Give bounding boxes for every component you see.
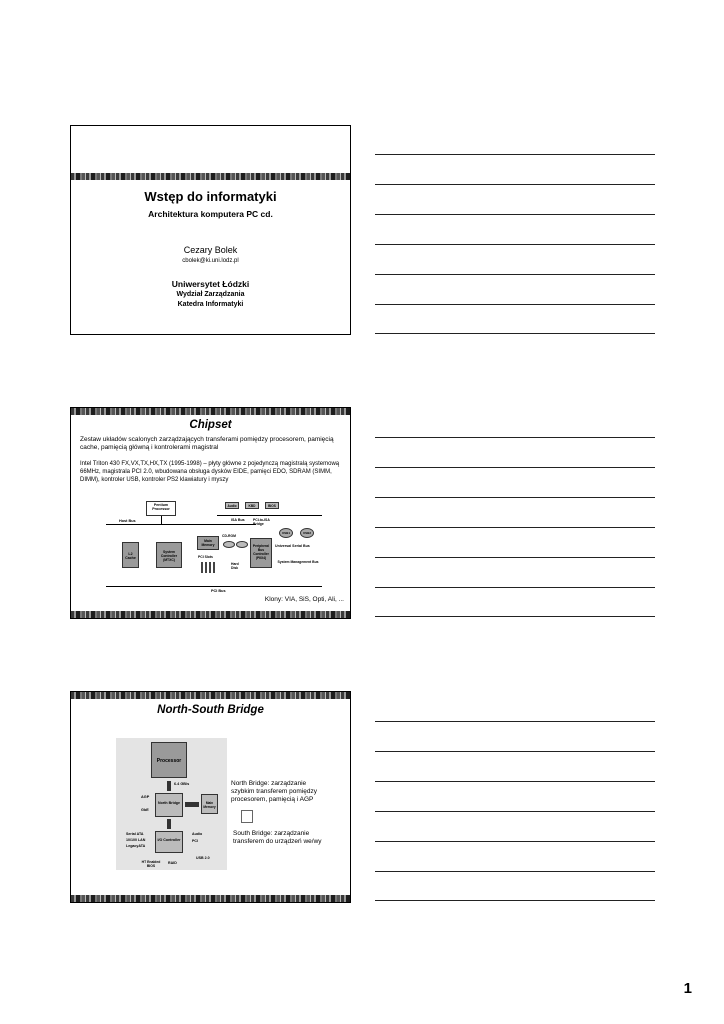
diagram-bandwidth: 6.4 GB/s — [174, 782, 190, 786]
diagram-north-bridge: North Bridge — [155, 793, 183, 817]
diagram-bios: BIOS — [265, 502, 279, 509]
diagram-pci-slots: PCI Slots — [198, 555, 213, 559]
slide-header-bar — [71, 692, 350, 699]
slide-heading: North-South Bridge — [157, 704, 264, 716]
diagram-system-controller: System Controller (MTXC) — [156, 542, 182, 568]
diagram-usb: USB 2.0 — [196, 856, 210, 860]
chipset-footer: Klony: VIA, SiS, Opti, Ali, ... — [264, 596, 344, 603]
diagram-pci-bus: PCI Bus — [211, 589, 226, 593]
diagram-lan: 10/100 LAN — [126, 838, 146, 842]
diagram-cdrom: CD-ROM — [222, 534, 236, 538]
slide-title — [70, 125, 351, 335]
north-bridge-text: North Bridge: zarządzanie szybkim transferem pomiędzy procesorem, pamięcią i AGP — [231, 780, 317, 803]
slide-header-bar — [71, 408, 350, 415]
author-name: Cezary Bolek — [183, 245, 238, 255]
diagram-usb1: USB1 — [279, 528, 293, 538]
diagram-peripheral-controller: Peripheral Bus Controller (PIIX4) — [250, 538, 272, 568]
bridge-diagram — [116, 738, 227, 870]
diagram-kbd: KBD — [245, 502, 259, 509]
chipset-diagram — [103, 498, 325, 596]
diagram-processor: Processor — [151, 742, 187, 778]
diagram-main-memory: Main Memory — [201, 794, 218, 814]
diagram-main-memory: Main Memory — [197, 536, 219, 550]
diagram-audio: Audio — [192, 832, 203, 836]
slide-chipset — [70, 407, 351, 619]
diagram-ht-bios: HT Enabled BIOS — [141, 860, 161, 868]
diagram-usb2: USB2 — [300, 528, 314, 538]
diagram-legacy-ata: LegacyATA — [126, 844, 146, 848]
diagram-audio: Audio — [225, 502, 239, 509]
diagram-io-controller: I/O Controller — [155, 831, 183, 853]
slide-subtitle: Architektura komputera PC cd. — [148, 209, 273, 219]
diagram-agp: AGP — [141, 795, 150, 799]
diagram-serial-ata: Serial ATA — [126, 832, 144, 836]
chipset-paragraph-1: Zestaw układów scalonych zarządzających transferami pomiędzy procesorem, pamięcią cache, pamięcią główną i kontrolerami magistral — [80, 436, 334, 451]
arrow-up-down-icon — [167, 819, 171, 829]
slide-header-bar — [71, 173, 350, 180]
slide-north-south-bridge — [70, 691, 351, 903]
chipset-paragraph-2: Intel Triton 430 FX,VX,TX,HX,TX (1995-1998) – płyty główne z pojedynczą magistralą systemową 66MHz, magistrala PCI 2.0, wbudowana obsługa dysków EIDE, pamięci EDO, SDRAM (SIMM, DIMM), kontroler USB, kontroler PS2 klawiatury i myszy — [80, 461, 340, 483]
diagram-gbe: GbE — [141, 808, 149, 812]
arrow-up-down-icon — [167, 781, 171, 791]
page-number: 1 — [683, 980, 692, 997]
south-bridge-text: South Bridge: zarządzanie transferem do urządzeń we/wy — [233, 830, 322, 845]
arrow-left-right-icon — [185, 802, 199, 807]
diagram-host-bus: Host Bus — [119, 519, 136, 523]
faculty-name: Wydział Zarządzania — [176, 291, 245, 298]
diagram-isa-bus: ISA Bus — [231, 518, 245, 522]
diagram-usb-bus: Universal Serial Bus — [275, 544, 310, 548]
author-email: cbolek@ki.uni.lodz.pl — [182, 258, 239, 264]
slide-footer-bar — [71, 611, 350, 618]
diagram-raid: RAID — [168, 861, 177, 865]
diagram-l2-cache: L2 Cache — [122, 542, 139, 568]
diagram-pci: PCI — [192, 839, 198, 843]
university-name: Uniwersytet Łódzki — [171, 279, 250, 289]
diagram-pci-slot-bars — [201, 562, 217, 573]
diagram-hard-disk: Hard Disk — [231, 562, 239, 570]
department-name: Katedra Informatyki — [177, 301, 244, 308]
slide-heading: Chipset — [189, 419, 232, 431]
slide-footer-bar — [71, 895, 350, 902]
diagram-pci-isa-bridge: PCI-to-ISA Bridge — [253, 518, 270, 526]
diagram-smbus: System Management Bus — [277, 560, 319, 564]
up-down-arrow-icon — [241, 810, 253, 823]
diagram-processor: Pentium Processor — [146, 501, 176, 516]
slide-title-heading: Wstęp do informatyki — [144, 189, 277, 204]
